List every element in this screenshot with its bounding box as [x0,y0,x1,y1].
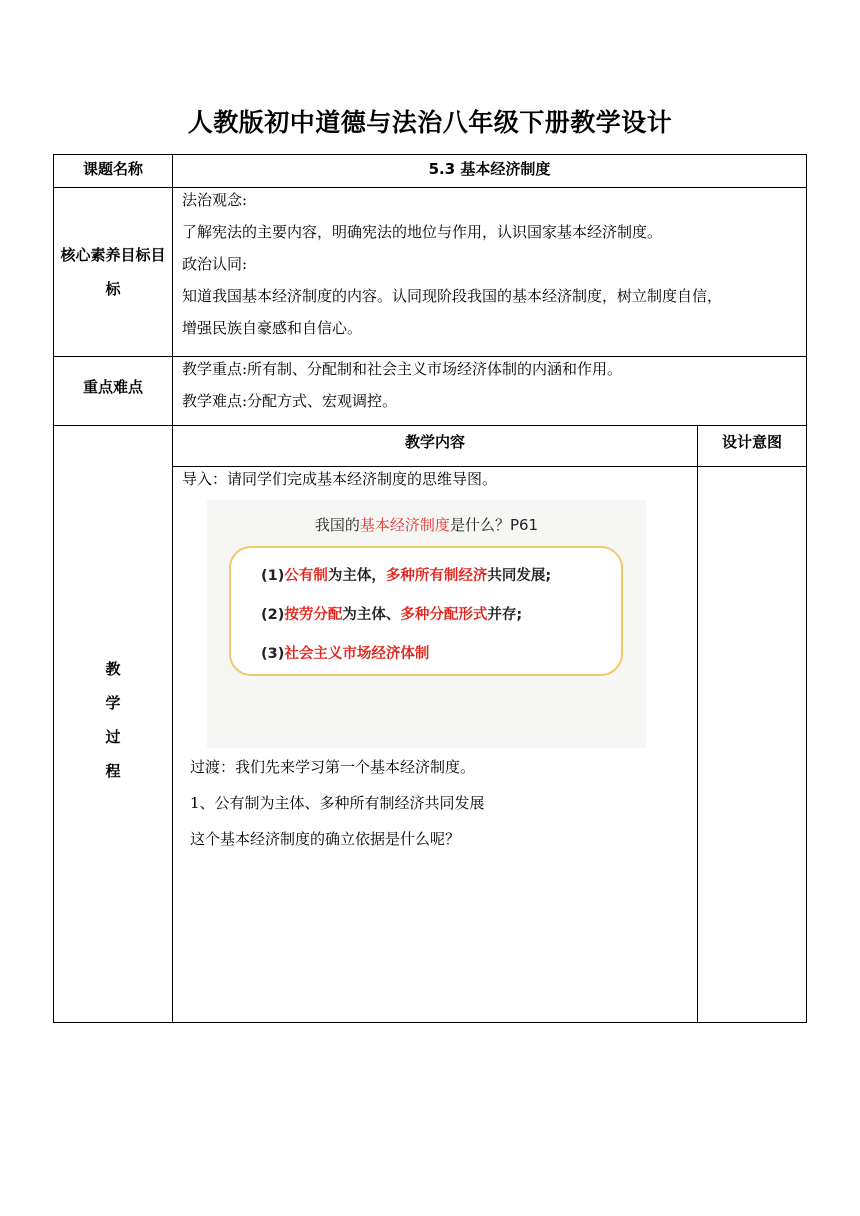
content-body [190,749,485,857]
process-label-char: 过 [105,728,121,746]
row-highlight: 按劳分配 [284,607,343,623]
teaching-focus: 教学重点:所有制、分配制和社会主义市场经济体制的内涵和作用。 [182,360,623,378]
table-column-divider [697,425,698,1023]
transition-text: 过渡：我们先来学习第一个基本经济制度。 [190,758,476,776]
mindmap-title [207,514,646,535]
point-1-text: 1、公有制为主体、多种所有制经济共同发展 [190,794,485,812]
goals-content [182,184,802,344]
table-border-bottom [53,1022,807,1023]
law-text: 了解宪法的主要内容，明确宪法的地位与作用，认识国家基本经济制度。 [182,223,663,241]
goals-label: 核心素养目标目标 [60,246,166,298]
process-label-char: 学 [105,694,121,712]
law-heading: 法治观念: [182,191,248,209]
row-number: (2) [261,607,285,623]
intent-header: 设计意图 [721,433,782,451]
row-number: (1) [261,568,285,584]
table-border-left [53,154,54,1023]
mindmap-title-suffix: 是什么？P61 [449,516,539,534]
keypoints-label: 重点难点 [82,378,143,396]
mindmap-title-highlight: 基本经济制度 [359,516,450,534]
question-text: 这个基本经济制度的确立依据是什么呢？ [190,830,461,848]
row-highlight: 多种分配形式 [400,607,488,623]
row-text: 共同发展; [487,568,552,584]
mindmap-box [229,546,623,676]
document-title: 人教版初中道德与法治八年级下册教学设计 [187,108,673,137]
mindmap-row-3 [261,642,429,663]
mindmap-row-1 [261,564,551,585]
process-label-char: 程 [105,762,121,780]
politics-text-2: 增强民族自豪感和自信心。 [182,319,363,337]
course-name-value: 5.3 基本经济制度 [428,160,551,178]
row-highlight: 公有制 [284,568,328,584]
content-header: 教学内容 [404,433,465,451]
row-text: 为主体， [327,568,386,584]
course-name-label: 课题名称 [82,160,143,178]
intro-text: 导入：请同学们完成基本经济制度的思维导图。 [182,470,498,488]
keypoints-content [182,353,802,417]
table-border-right [806,154,807,1023]
mindmap-image [207,500,646,748]
row-number: (3) [261,646,285,662]
row-highlight: 多种所有制经济 [385,568,488,584]
process-label [54,652,172,788]
row-highlight: 社会主义市场经济体制 [284,646,430,662]
politics-text-1: 知道我国基本经济制度的内容。认同现阶段我国的基本经济制度，树立制度自信， [182,287,723,305]
teaching-difficulty: 教学难点:分配方式、宏观调控。 [182,392,398,410]
table-row-divider [53,425,807,426]
table-column-divider [172,154,173,1023]
table-border-top [53,154,807,155]
process-label-char: 教 [105,660,121,678]
politics-heading: 政治认同: [182,255,248,273]
mindmap-row-2 [261,603,522,624]
row-text: 并存; [487,607,523,623]
row-text: 为主体、 [342,607,401,623]
mindmap-title-prefix: 我国的 [314,516,360,534]
